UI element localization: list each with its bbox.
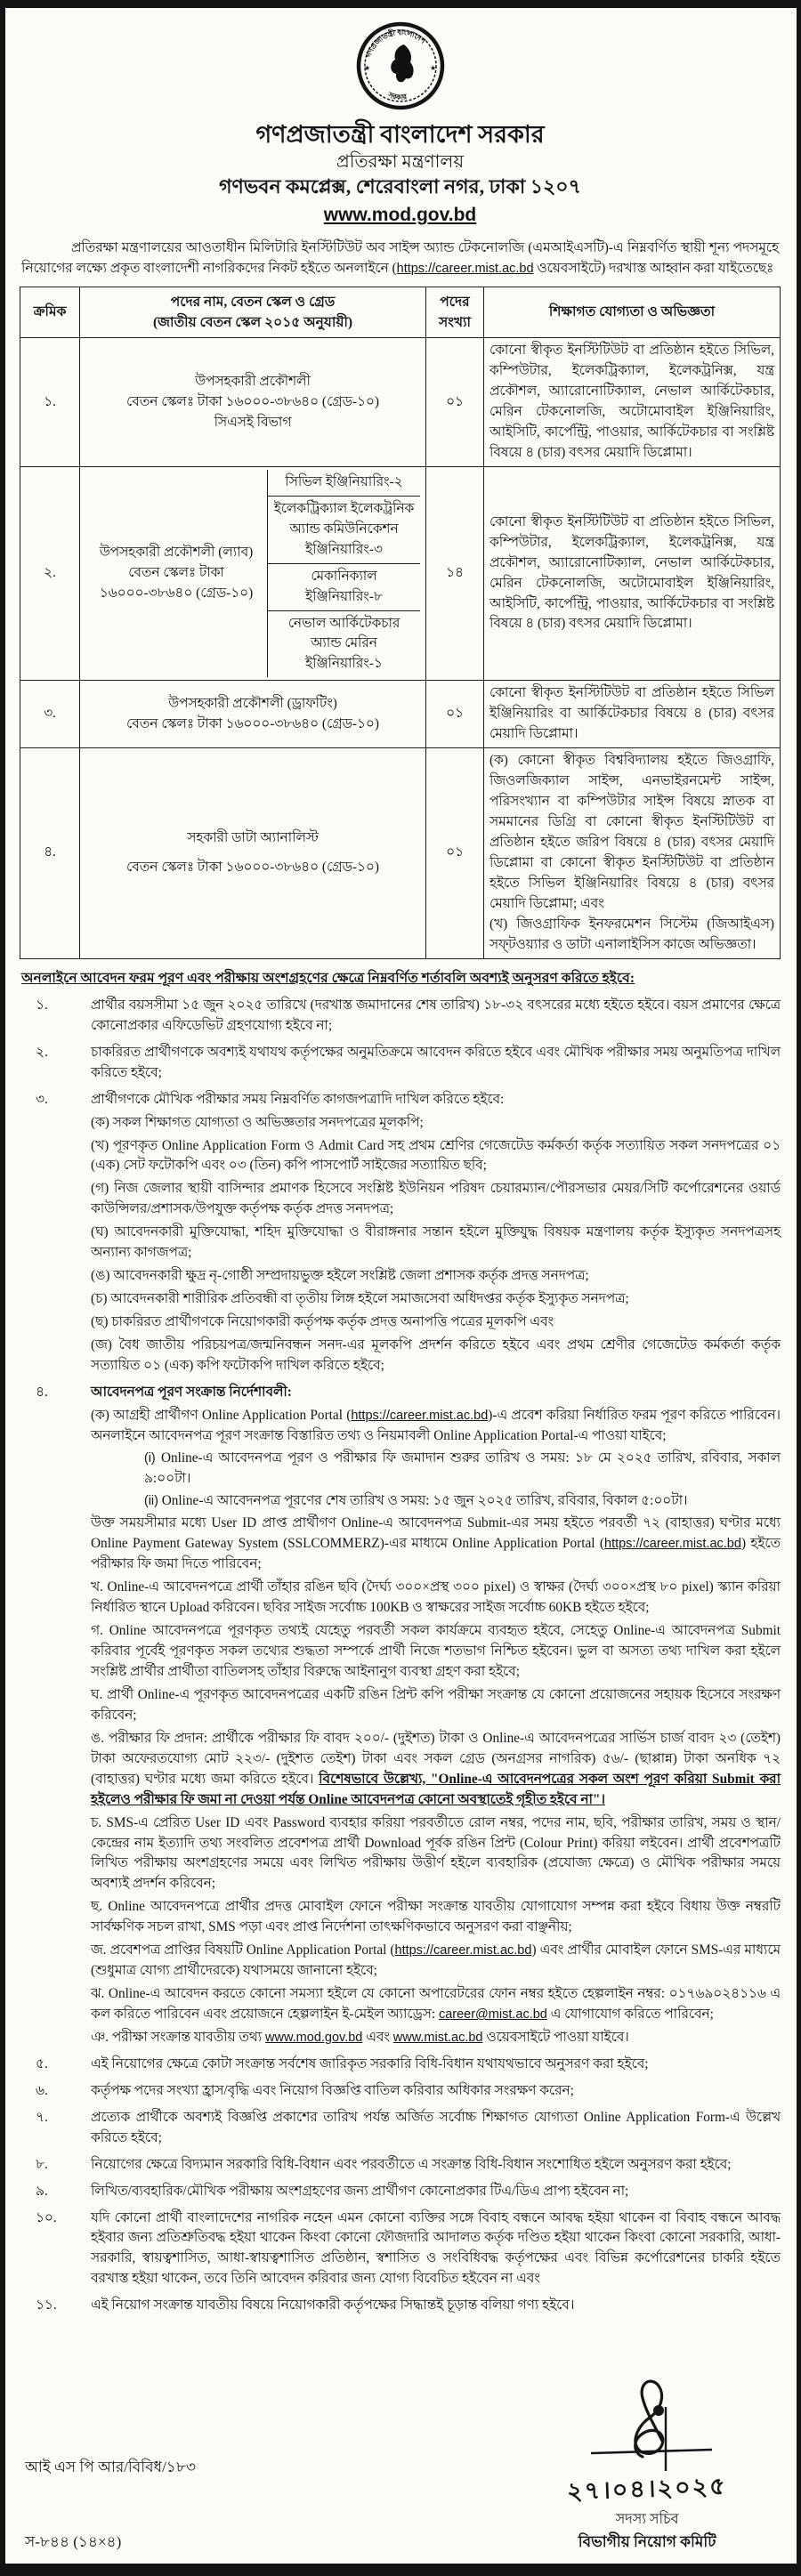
list-item-2 bbox=[20, 1043, 781, 1084]
row2-subpost-civil: সিভিল ইঞ্জিনিয়ারিং-২ bbox=[268, 470, 420, 497]
sub-label: (ছ) bbox=[91, 1314, 109, 1330]
intro-text-1: প্রতিরক্ষা মন্ত্রণালয়ের আওতাধীন মিলিটারি ইনস্টিটিউট অব সাইন্স অ্যান্ড টেকনোলজি (এমআইএসটি)-এ নিম্নবর্ণিত স্থায়ী শূন্য পদসমূহে নিয়োগের লক্ষ্যে প্রকৃত বাংলাদেশী নাগরিকদের নিকট হইতে অনলাইনে ( bbox=[21, 239, 779, 276]
table-header-row bbox=[20, 287, 781, 338]
col-count-line1: পদের bbox=[440, 294, 470, 310]
intro-paragraph bbox=[21, 238, 779, 279]
sub-text: সকল শিক্ষাগত যোগ্যতা ও অভিজ্ঞতার সনদপত্রের মূলকপি; bbox=[112, 1114, 424, 1130]
sub-label: গ. bbox=[91, 1623, 103, 1639]
sub-label: ঙ. bbox=[91, 1730, 105, 1746]
row4-qualification-a: (ক) কোনো স্বীকৃত বিশ্ববিদ্যালয় হইতে জিওগ্রাফি, জিওলজিক্যাল সাইন্স, এনভাইরনমেন্ট সাইন্স, পরিসংখ্যান বা কম্পিউটার সাইন্স বিষয়ে স্নাতক বা সমমানের ডিগ্রি বা কোনো স্বীকৃত ইনস্টিটিউট বা প্রতিষ্ঠান হইতে জরিপ বিষয়ে ৪ (চার) বৎসর মেয়াদি ডিপ্লোমা বা কোনো স্বীকৃত ইনস্টিটিউট বা প্রতিষ্ঠান হইতে সিভিল ইঞ্জিনিয়ারিং বিষয়ে ৪ (চার) বৎসর মেয়াদি ডিপ্লোমা; এবং bbox=[490, 753, 774, 911]
sub-item-4chha bbox=[91, 1897, 781, 1938]
list-item-3 bbox=[20, 1090, 781, 1377]
table-row bbox=[20, 466, 781, 680]
col-post-line1: পদের নাম, বেতন স্কেল ও গ্রেড bbox=[170, 294, 336, 310]
sub-text: ) এবং প্রার্থীর মোবাইল ফোনে SMS-এর মাধ্যমে (শুধুমাত্র যোগ্য প্রার্থীদেরকে) যথাসময়ে জানানো হইবে; bbox=[91, 1942, 781, 1979]
sub-item-chha bbox=[91, 1312, 781, 1333]
svg-text:★: ★ bbox=[429, 64, 436, 72]
sub-label: (i) bbox=[144, 1450, 156, 1466]
item-number: ৩. bbox=[36, 1091, 48, 1107]
helpline-text: Online-এ আবেদন করতে কোনো সমস্যা হইলে যে কোনো অপারেটরের ফোন নম্বর হইতে হেল্পলাইন নম্বর: ০১৭৬৯০২৪১১৬ এ কল করিতে পারিবেন এবং প্রয়োজনে হেল্পলাইন ই-মেইল অ্যাড্রেস: bbox=[91, 1986, 781, 2023]
row2-subposts bbox=[267, 470, 420, 677]
sub-item-ja bbox=[91, 1336, 781, 1377]
item-text: যদি কোনো প্রার্থী বাংলাদেশের নাগরিক নহেন এমন কোনো ব্যক্তির সঙ্গে বিবাহ বন্ধনে আবদ্ধ হইয়া থাকেন বা বিবাহ বন্ধনে আবদ্ধ হইবার জন্য প্রতিশ্রুতিবদ্ধ হইয়া থাকেন কিংবা কোনো ফৌজদারি আদালত কর্তৃক দণ্ডিত হইয়া থাকেন কিংবা কোনো সরকারি, আধা-সরকারি, স্বায়ত্বশাসিত, আধা-স্বায়ত্বশাসিত প্রতিষ্ঠান, স্বশাসিত ও সংবিধিবদ্ধ কর্তৃপক্ষের এবং বিভিন্ন কর্পোরেশনের চাকরি হইতে বরখাস্ত হইয়া থাকেন, তবে তিনি আবেদন করিবার জন্য যোগ্য বিবেচিত হইবেন না এবং bbox=[91, 2209, 781, 2287]
list-item-6 bbox=[20, 2081, 781, 2102]
item-number: ১. bbox=[36, 997, 48, 1013]
signature-date: ২৭।০৪।২০২৫ bbox=[566, 2473, 728, 2506]
sub-label: ঘ. bbox=[91, 1686, 103, 1702]
col-header-serial: ক্রমিক bbox=[20, 287, 80, 338]
sub-item-4jha-helpline bbox=[91, 1984, 781, 2025]
sub-label: চ. bbox=[91, 1814, 102, 1830]
sub-item-ka bbox=[91, 1113, 781, 1134]
item-text: নিয়োগের ক্ষেত্রে বিদ্যমান সরকারি বিধি-বিধান এবং পরবর্তীতে এ সংক্রান্ত বিধি-বিধান সংশোধিত হইলে অনুসরণ করা হইবে; bbox=[91, 2156, 732, 2172]
sub-text: চাকরিরত প্রার্থীগণকে নিয়োগকারী কর্তৃপক্ষ কর্তৃক প্রদত্ত অনাপত্তি পত্রের মূলকপি এবং bbox=[111, 1314, 554, 1330]
col-count-line2: সংখ্যা bbox=[438, 315, 472, 330]
sub-item-4cha bbox=[91, 1813, 781, 1895]
sub-text: পূরণকৃত Online Application Form ও Admit Card সহ প্রথম শ্রেণির গেজেটেড কর্মকর্তা কর্তৃক সত্যায়িত সকল সনদপত্রের ০১ (এক) সেট ফটোকপি এবং ০৩ (তিন) কপি পাসপোর্ট সাইজের সত্যায়িত ছবি; bbox=[91, 1137, 781, 1174]
row1-post bbox=[80, 338, 426, 467]
sub-text: নিজ জেলার স্থায়ী বাসিন্দার প্রমাণক হিসেবে সংশ্লিষ্ট ইউনিয়ন পরিষদ চেয়ারম্যান/পৌরসভার মেয়র/সিটি কর্পোরেশনের ওয়ার্ড কাউন্সিলর/প্রশাসক/উপযুক্ত কর্তৃপক্ষ কর্তৃক প্রদত্ত সনদপত্র; bbox=[91, 1181, 781, 1217]
item-number: ২. bbox=[36, 1044, 48, 1060]
table-row bbox=[20, 338, 781, 467]
sub-text: উক্ত সময়সীমার মধ্যে User ID প্রাপ্ত প্রার্থীগণ Online-এ আবেদনপত্র Submit-এর সময় হইতে পরবর্তী ৭২ (বাহাত্তর) ঘণ্টার মধ্যে Online Payment Gateway System (SSLCOMMERZ)-এর মাধ্যমে Online Application Portal ( bbox=[91, 1515, 781, 1552]
item-number: ৭. bbox=[36, 2109, 48, 2125]
sub-text: Online আবেদনপত্রে প্রার্থীর প্রদত্ত মোবাইল ফোনে পরীক্ষা সংক্রান্ত যাবতীয় যোগাযোগ সম্পন্ন করা হইবে বিধায় উক্ত নম্বরটি সার্বক্ষণিক সচল রাখা, SMS পড়া এবং প্রাপ্ত নির্দেশনা তাৎক্ষণিকভাবে অনুসরণ করা বাঞ্ছনীয়; bbox=[91, 1899, 781, 1935]
sub-text: আগ্রহী প্রার্থীগণ Online Application Portal ( bbox=[113, 1407, 352, 1423]
row4-post-name: সহকারী ডাটা অ্যানালিস্ট bbox=[187, 829, 319, 845]
row2-subpost-mechanical: মেকানিক্যাল ইঞ্জিনিয়ারিং-৮ bbox=[268, 564, 420, 611]
col-post-line2: (জাতীয় বেতন স্কেল ২০১৫ অনুযায়ী) bbox=[152, 315, 353, 330]
sub-label: (জ) bbox=[91, 1336, 112, 1353]
item-text: লিখিত/ব্যবহারিক/মৌখিক পরীক্ষায় অংশগ্রহণের জন্য প্রার্থীগণ কোনোপ্রকার টিএ/ডিএ প্রাপ্য হইবেন না; bbox=[91, 2183, 629, 2199]
career-portal-link[interactable]: https://career.mist.ac.bd bbox=[351, 1408, 489, 1423]
signature-scribble-icon bbox=[567, 2371, 727, 2476]
col-header-count bbox=[426, 287, 484, 338]
list-item-7 bbox=[20, 2108, 781, 2149]
row2-post bbox=[80, 466, 426, 680]
item-text: প্রার্থীগণকে মৌখিক পরীক্ষার সময় নিম্নবর্ণিত কাগজপত্রাদি দাখিল করিতে হইবে: bbox=[91, 1091, 505, 1107]
row3-post-name: উপসহকারী প্রকৌশলী (ড্রাফটিং) bbox=[168, 695, 337, 711]
fee-warning-underlined: বিশেষভাবে উল্লেখ্য, "Online-এ আবেদনপত্রের সকল অংশ পূরণ করিয়া Submit করা হইলেও পরীক্ষার ফি জমা না দেওয়া পর্যন্ত Online আবেদনপত্র কোনো অবস্থাতেই গৃহীত হইবে না"। bbox=[91, 1771, 781, 1807]
item-number: ৯. bbox=[36, 2183, 48, 2199]
sub-text: এবং bbox=[362, 2029, 393, 2045]
footer-left bbox=[20, 2456, 196, 2553]
sub-label: (ক) bbox=[91, 1114, 109, 1130]
item-text: এই নিয়োগ সংক্রান্ত যাবতীয় বিষয়ে নিয়োগকারী কর্তৃপক্ষের সিদ্ধান্তই চূড়ান্ত বলিয়া গণ্য হইবে। bbox=[91, 2297, 575, 2314]
sub-text: বৈধ জাতীয় পরিচয়পত্র/জন্মনিবন্ধন সনদ-এর মূলকপি প্রদর্শন করিতে হইবে এবং প্রথম শ্রেণীর গেজেটেড কর্মকর্তা কর্তৃক সত্যায়িত ০১ (এক) কপি ফটোকপি দাখিল করিতে হইবে; bbox=[91, 1336, 781, 1373]
row1-post-name: উপসহকারী প্রকৌশলী bbox=[195, 373, 311, 389]
sub-label: (খ) bbox=[91, 1137, 109, 1153]
item-text: প্রার্থীর বয়সসীমা ১৫ জুন ২০২৫ তারিখে (দরখাস্ত জমাদানের শেষ তারিখ) ১৮-৩২ বৎসরের মধ্যে হইতে হইবে। বয়স প্রমাণের ক্ষেত্রে কোনোপ্রকার এফিডেভিট গ্রহণযোগ্য হইবে না; bbox=[91, 997, 781, 1033]
sub-item-gha bbox=[91, 1223, 781, 1264]
sub-item-4kha bbox=[91, 1578, 781, 1619]
sub-item-4ja bbox=[91, 1941, 781, 1982]
list-item-11 bbox=[20, 2296, 781, 2316]
row2-post-name: উপসহকারী প্রকৌশলী (ল্যাব) bbox=[99, 545, 254, 561]
col-header-post bbox=[80, 287, 426, 338]
list-item-10 bbox=[20, 2209, 781, 2290]
document-footer bbox=[20, 2371, 781, 2553]
row3-pay-scale: বেতন স্কেলঃ টাকা ১৬০০০-৩৮৬৪০ (গ্রেড-১০) bbox=[126, 715, 379, 731]
item-text: এই নিয়োগের ক্ষেত্রে কোটা সংক্রান্ত সর্বশেষ জারিকৃত সরকারি বিধি-বিধান যথাযথভাবে অনুসরণ করা হইবে; bbox=[91, 2055, 649, 2071]
sub-label: (ii) bbox=[144, 1493, 158, 1508]
item-text: কর্তৃপক্ষ পদের সংখ্যা হ্রাস/বৃদ্ধি এবং নিয়োগ বিজ্ঞপ্তি বাতিল করিবার অধিকার সংরক্ষণ করেন; bbox=[91, 2082, 574, 2098]
row4-qualification bbox=[484, 748, 781, 958]
list-item-8 bbox=[20, 2155, 781, 2176]
career-portal-link[interactable]: https://career.mist.ac.bd bbox=[604, 1537, 741, 1552]
sub-item-4ka-ii bbox=[144, 1491, 781, 1512]
sub-label: জ. bbox=[91, 1942, 107, 1958]
sub-label: (চ) bbox=[91, 1291, 108, 1307]
row2-qualification: কোনো স্বীকৃত ইনস্টিটিউট বা প্রতিষ্ঠান হইতে সিভিল, কম্পিউটার, ইলেকট্রিক্যাল, ইলেকট্রনিক্স, যন্ত্র প্রকৌশল, অ্যারোনোটিক্যাল, নেভাল আর্কিটেকচার, মেরিন টেকনোলজি, অটোমোবাইল ইঞ্জিনিয়ারিং, আইসিটি, কার্পেন্ট্রি, পাওয়ার, আর্কিটেকচার বা সংশ্লিষ্ট বিষয়ে ৪ (চার) বৎসর মেয়াদি ডিপ্লোমা। bbox=[484, 466, 781, 680]
signatory-committee: বিভাগীয় নিয়োগ কমিটি bbox=[578, 2532, 716, 2550]
sub-label: ছ. bbox=[91, 1899, 103, 1915]
mod-website-link[interactable]: www.mod.gov.bd bbox=[323, 205, 477, 226]
sub-text: এ যোগাযোগ করিতে পারিবেন; bbox=[546, 2007, 714, 2023]
item-number: ৮. bbox=[36, 2156, 48, 2172]
career-portal-link[interactable]: https://career.mist.ac.bd bbox=[396, 261, 534, 276]
item-text: চাকরিরত প্রার্থীগণকে অবশ্যই যথাযথ কর্তৃপক্ষের অনুমতিক্রমে আবেদন করিতে হইবে এবং মৌখিক পরীক্ষার সময় অনুমতিপত্র দাখিল করিতে হইবে; bbox=[91, 1044, 781, 1080]
row4-post bbox=[80, 748, 426, 958]
sub-item-4ga bbox=[91, 1621, 781, 1683]
conditions-heading: অনলাইনে আবেদন ফরম পূরণ এবং পরীক্ষায় অংশগ্রহণের ক্ষেত্রে নিম্নবর্ণিত শর্তাবলি অবশ্যই অনুসরণ করিতে হইবে: bbox=[21, 970, 635, 986]
sub-item-4nyo-websites bbox=[91, 2028, 781, 2048]
svg-text:★: ★ bbox=[363, 64, 370, 72]
row3-post bbox=[80, 681, 426, 748]
sub-label: ঝ. bbox=[91, 1986, 105, 2002]
sub-item-cha bbox=[91, 1289, 781, 1310]
website-line bbox=[20, 201, 781, 230]
bangladesh-govt-seal-icon bbox=[356, 20, 445, 111]
sub-text: আবেদনকারী ক্ষুদ্র নৃ-গোষ্ঠী সম্প্রদায়ভুক্ত হইলে সংশ্লিষ্ট জেলা প্রশাসক কর্তৃক প্রদত্ত সনদপত্র; bbox=[113, 1268, 589, 1284]
list-item-1 bbox=[20, 996, 781, 1037]
sub-text: Online আবেদনপত্রে পূরণকৃত তথ্যই যেহেতু পরবর্তী সকল কার্যক্রমে ব্যবহৃত হইবে, সেহেতু Online-এ আবেদনপত্র Submit করিবার পূর্বেই পূরণকৃত সকল তথ্যের শুদ্ধতা সম্পর্কে প্রার্থী নিজে শতভাগ নিশ্চিত হইবেন। ভুল বা অসত্য তথ্য দাখিল করা হইলে সংশ্লিষ্ট প্রার্থীর প্রার্থীতা বাতিলসহ তাঁহার বিরুদ্ধে আইনানুগ ব্যবস্থা গ্রহণ করা হইবে; bbox=[91, 1623, 781, 1680]
table-row bbox=[20, 681, 781, 748]
item-text: প্রত্যেক প্রার্থীকে অবশ্যই বিজ্ঞপ্তি প্রকাশের তারিখ পর্যন্ত অর্জিত সর্বোচ্চ শিক্ষাগত যোগ্যতা Online Application Form-এ উল্লেখ করিতে হইবে; bbox=[91, 2109, 781, 2145]
fee-text: পরীক্ষার ফি প্রদান: প্রার্থীকে পরীক্ষার ফি বাবদ ২০০/- (দুইশত) টাকা ও Online-এ আবেদনপত্রের সার্ভিস চার্জ বাবদ ২৩ (তেইশ) টাকা অফেরতযোগ্য মোট ২২৩/- (দুইশত তেইশ) টাকা এবং সকল গ্রেড (অনগ্রসর নাগরিক) ৫৬/- (ছাপ্পান্ন) টাকা অনধিক ৭২ (বাহাত্তর) ঘণ্টার মধ্যে জমা করিতে হইবে। bbox=[91, 1730, 781, 1787]
print-code: স-৮৪৪ (১৪×৪) bbox=[25, 2532, 122, 2550]
col-header-qualification: শিক্ষাগত যোগ্যতা ও অভিজ্ঞতা bbox=[484, 287, 781, 338]
row4-count: ০১ bbox=[426, 748, 484, 958]
sub-text: ওয়েবসাইটে পাওয়া যাইবে। bbox=[482, 2029, 629, 2045]
government-seal bbox=[20, 20, 781, 118]
item-number: ৫. bbox=[36, 2055, 48, 2071]
sub-text: আবেদনকারী শারীরিক প্রতিবন্ধী বা তৃতীয় লিঙ্গ হইলে সমাজসেবা অধিদপ্তর কর্তৃক ইস্যুকৃত সনদপত্র; bbox=[110, 1291, 629, 1307]
ispr-reference: আই এস পি আর/বিবিধ/১৮৩ bbox=[25, 2459, 196, 2476]
table-row bbox=[20, 748, 781, 958]
ministry-title: প্রতিরক্ষা মন্ত্রণালয় bbox=[336, 151, 465, 172]
row1-serial: ১. bbox=[20, 338, 80, 467]
sub-item-kha bbox=[91, 1136, 781, 1177]
sub-text: প্রার্থী Online-এ পূরণকৃত আবেদনপত্রের একটি রঙিন প্রিন্ট কপি পরীক্ষা সংক্রান্ত যে কোনো প্রয়োজনের সহায়ক হিসেবে সংরক্ষণ করিবেন; bbox=[91, 1686, 781, 1723]
address-line: গণভবন কমপ্লেক্স, শেরেবাংলা নগর, ঢাকা ১২০৭ bbox=[219, 174, 581, 198]
sub-item-4ka-i bbox=[144, 1449, 781, 1490]
item-number: ১০. bbox=[36, 2209, 57, 2225]
sub-text: Online-এ আবেদনপত্রে প্রার্থী তাঁহার রঙিন ছবি (দৈর্ঘ্য ৩০০×প্রস্থ ৩০০ pixel) ও স্বাক্ষর (দৈর্ঘ্য ৩০০×প্রস্থ ৮০ pixel) স্ক্যান করিয়া নির্ধারিত স্থানে Upload করিবেন। ছবির সাইজ সর্বোচ্চ 100KB ও স্বাক্ষরের সাইজ সর্বোচ্চ 60KB হইতে হইবে; bbox=[91, 1579, 781, 1616]
list-item-9 bbox=[20, 2182, 781, 2202]
helpline-email-link[interactable]: career@mist.ac.bd bbox=[438, 2007, 547, 2023]
sub-item-4ngo-fee bbox=[91, 1729, 781, 1811]
sub-item-4ka bbox=[91, 1406, 781, 1447]
mist-website-link[interactable]: www.mist.ac.bd bbox=[392, 2030, 483, 2045]
sub-label: ঞ. bbox=[91, 2029, 109, 2045]
sub-item-ngo bbox=[91, 1266, 781, 1287]
sub-text: )-এ প্রবেশ করিয়া নির্ধারিত ফরম পূরণ করিতে পারিবেন। অনলাইনে আবেদনপত্র পূরণ সংক্রান্ত বিস্তারিত তথ্য ও নিয়মাবলী Online Application Portal-এ পাওয়া যাইবে; bbox=[91, 1407, 781, 1443]
list-item-4 bbox=[20, 1383, 781, 2048]
vacancy-table bbox=[20, 287, 781, 959]
row3-serial: ৩. bbox=[20, 681, 80, 748]
row1-department: সিএসই বিভাগ bbox=[214, 414, 292, 430]
application-start-datetime: Online-এ আবেদনপত্র পূরণ ও পরীক্ষার ফি জমাদান শুরুর তারিখ ও সময়: ১৮ মে ২০২৫ তারিখ, রবিবার, সকাল ৯:০০টা। bbox=[144, 1450, 781, 1486]
sub-text: আবেদনকারী মুক্তিযোদ্ধা, শহিদ মুক্তিযোদ্ধা ও বীরাঙ্গনার সন্তান হইলে মুক্তিযুদ্ধ বিষয়ক মন্ত্রণালয় কর্তৃক ইস্যুকৃত সনদপত্রসহ অন্যান্য কাগজপত্র; bbox=[91, 1224, 781, 1261]
row4-serial: ৪. bbox=[20, 748, 80, 958]
career-portal-link[interactable]: https://career.mist.ac.bd bbox=[394, 1943, 532, 1958]
row2-count: ১৪ bbox=[426, 466, 484, 680]
item-number: ৬. bbox=[36, 2082, 48, 2098]
list-item-5 bbox=[20, 2055, 781, 2075]
sub-text: SMS-এ প্রেরিত User ID এবং Password ব্যবহার করিয়া পরবর্তীতে রোল নম্বর, পদের নাম, ছবি, পরীক্ষার তারিখ, সময় ও স্থান/কেন্দ্রের নাম ইত্যাদি তথ্য সংবলিত প্রবেশপত্র প্রার্থী Download পূর্বক রঙিন প্রিন্ট (Colour Print) করিয়া লইবেন। প্রার্থী প্রবেশপত্রটি লিখিত পরীক্ষায় অংশগ্রহণের সময়ে এবং লিখিত পরীক্ষায় উত্তীর্ণ হইলে ব্যবহারিক (প্রযোজ্য ক্ষেত্রে) ও মৌখিক পরীক্ষার সময়ে অবশ্যই প্রদর্শন করিবেন; bbox=[91, 1814, 781, 1892]
sub-label: (ক) bbox=[91, 1407, 109, 1423]
row1-count: ০১ bbox=[426, 338, 484, 467]
row4-qualification-b: (খ) জিওগ্রাফিক ইনফরমেশন সিস্টেম (জিআইএস) সফ্‌টওয়্যার ও ডাটা এনালাইসিস কাজে অভিজ্ঞতা। bbox=[490, 916, 774, 952]
svg-text:গণপ্রজাতন্ত্রী বাংলাদেশ: গণপ্রজাতন্ত্রী বাংলাদেশ bbox=[363, 28, 427, 59]
sub-text: প্রবেশপত্র প্রাপ্তির বিষয়টি Online Application Portal ( bbox=[109, 1942, 395, 1958]
sub-text: পরীক্ষা সংক্রান্ত যাবতীয় তথ্য bbox=[111, 2029, 266, 2045]
item-number: ৪. bbox=[36, 1384, 48, 1400]
signature-block bbox=[567, 2371, 781, 2553]
row4-pay-scale: বেতন স্কেলঃ টাকা ১৬০০০-৩৮৬৪০ (গ্রেড-১০) bbox=[126, 859, 379, 875]
row3-count: ০১ bbox=[426, 681, 484, 748]
government-title: গণপ্রজাতন্ত্রী বাংলাদেশ সরকার bbox=[255, 120, 545, 148]
row1-qualification: কোনো স্বীকৃত ইনস্টিটিউট বা প্রতিষ্ঠান হইতে সিভিল, কম্পিউটার, ইলেকট্রিক্যাল, ইলেকট্রনিক্স, যন্ত্র প্রকৌশল, অ্যারোনোটিক্যাল, নেভাল আর্কিটেকচার, মেরিন টেকনোলজি, অটোমোবাইল ইঞ্জিনিয়ারিং, আইসিটি, কার্পেন্ট্রি, পাওয়ার, আর্কিটেকচার বা সংশ্লিষ্ট বিষয়ে ৪ (চার) বৎসর মেয়াদি ডিপ্লোমা। bbox=[484, 338, 781, 467]
sub-label: (ঘ) bbox=[91, 1224, 109, 1240]
row2-pay-scale: বেতন স্কেলঃ টাকা ১৬০০০-৩৮৬৪০ (গ্রেড-১০) bbox=[99, 565, 254, 602]
sub-text: ) হইতে পরীক্ষার ফি জমা দিতে পারিবেন; bbox=[91, 1536, 781, 1572]
intro-text-2: ওয়েবসাইটে) দরখাস্ত আহ্বান করা যাইতেছেঃ bbox=[533, 260, 774, 276]
row2-post-name-block bbox=[85, 470, 267, 677]
mod-website-link[interactable]: www.mod.gov.bd bbox=[265, 2030, 363, 2045]
signatory-designation: সদস্য সচিব bbox=[615, 2511, 679, 2527]
row2-serial: ২. bbox=[20, 466, 80, 680]
svg-text:সরকার: সরকার bbox=[386, 90, 408, 102]
sub-label: (গ) bbox=[91, 1181, 109, 1197]
item-title: আবেদনপত্র পূরণ সংক্রান্ত নির্দেশাবলী: bbox=[91, 1384, 292, 1400]
sub-item-ga bbox=[91, 1179, 781, 1220]
row3-qualification: কোনো স্বীকৃত ইনস্টিটিউট বা প্রতিষ্ঠান হইতে সিভিল ইঞ্জিনিয়ারিং বা আর্কিটেকচার বিষয়ে ৪ (চার) বৎসর মেয়াদি ডিপ্লোমা। bbox=[484, 681, 781, 748]
sub-label: (ঙ) bbox=[91, 1268, 110, 1284]
sub-item-4gha bbox=[91, 1685, 781, 1726]
sub-item-4ka-continued bbox=[91, 1514, 781, 1575]
row2-subpost-eece: ইলেকট্রিক্যাল ইলেকট্রনিক অ্যান্ড কমিউনিকেশন ইঞ্জিনিয়ারিং-৩ bbox=[268, 497, 420, 564]
sub-label: খ. bbox=[91, 1579, 103, 1595]
item-number: ১১. bbox=[36, 2297, 57, 2314]
application-end-datetime: Online-এ আবেদনপত্র পূরণের শেষ তারিখ ও সময়: ১৫ জুন ২০২৫ তারিখ, রবিবার, বিকাল ৫:০০টা। bbox=[161, 1492, 688, 1508]
row2-subpost-naval: নেভাল আর্কিটেকচার অ্যান্ড মেরিন ইঞ্জিনিয়ারিং-১ bbox=[287, 615, 400, 672]
row1-pay-scale: বেতন স্কেলঃ টাকা ১৬০০০-৩৮৬৪০ (গ্রেড-১০) bbox=[126, 393, 379, 409]
